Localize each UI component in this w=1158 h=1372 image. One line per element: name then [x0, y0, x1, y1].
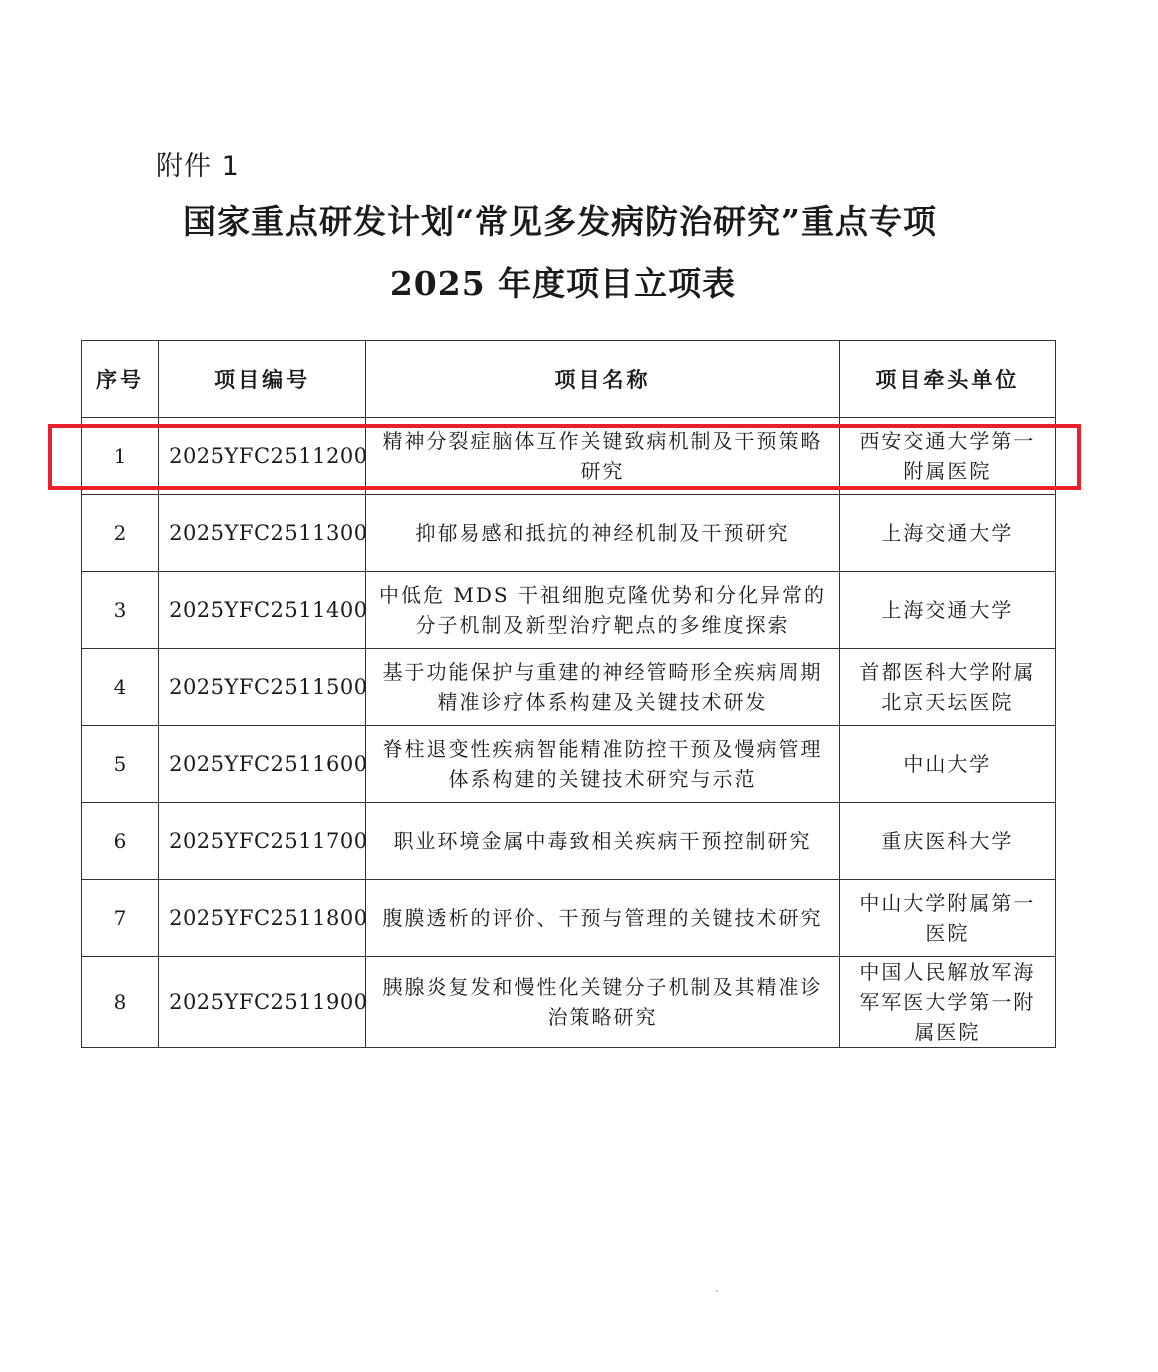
- row-lead-unit: 西安交通大学第一附属医院: [839, 418, 1055, 495]
- table-row: [82, 957, 1056, 1048]
- row-code: 2025YFC2511900: [159, 957, 366, 1048]
- table-header-row: [82, 341, 1056, 418]
- scan-speck: [716, 1290, 718, 1292]
- row-seq: 2: [82, 495, 159, 572]
- row-lead-unit: 中山大学: [839, 726, 1055, 803]
- row-lead-unit: 中国人民解放军海军军医大学第一附属医院: [839, 957, 1055, 1048]
- row-seq: 8: [82, 957, 159, 1048]
- row-project-name: 腹膜透析的评价、干预与管理的关键技术研究: [366, 880, 839, 957]
- table-row: [82, 495, 1056, 572]
- column-header-unit: 项目牵头单位: [839, 341, 1055, 418]
- column-header-seq: 序号: [82, 341, 159, 418]
- table-row: [82, 803, 1056, 880]
- row-lead-unit: 中山大学附属第一医院: [839, 880, 1055, 957]
- row-project-name: 脊柱退变性疾病智能精准防控干预及慢病管理体系构建的关键技术研究与示范: [366, 726, 839, 803]
- row-seq: 3: [82, 572, 159, 649]
- row-project-name: 胰腺炎复发和慢性化关键分子机制及其精准诊治策略研究: [366, 957, 839, 1048]
- row-project-name: 精神分裂症脑体互作关键致病机制及干预策略研究: [366, 418, 839, 495]
- document-title: [0, 196, 1120, 243]
- row-code: 2025YFC2511500: [159, 649, 366, 726]
- row-lead-unit: 首都医科大学附属北京天坛医院: [839, 649, 1055, 726]
- row-code: 2025YFC2511200: [159, 418, 366, 495]
- row-seq: 4: [82, 649, 159, 726]
- column-header-name: 项目名称: [366, 341, 839, 418]
- table-row: [82, 572, 1056, 649]
- row-seq: 7: [82, 880, 159, 957]
- row-code: 2025YFC2511700: [159, 803, 366, 880]
- document-subtitle: 2025 年度项目立项表: [389, 264, 737, 303]
- row-project-name: 基于功能保护与重建的神经管畸形全疾病周期精准诊疗体系构建及关键技术研发: [366, 649, 839, 726]
- row-code: 2025YFC2511800: [159, 880, 366, 957]
- row-code: 2025YFC2511600: [159, 726, 366, 803]
- project-table: [81, 340, 1056, 1048]
- table-row: [82, 649, 1056, 726]
- row-code: 2025YFC2511400: [159, 572, 366, 649]
- table-row: [82, 880, 1056, 957]
- row-lead-unit: 上海交通大学: [839, 572, 1055, 649]
- row-code: 2025YFC2511300: [159, 495, 366, 572]
- row-seq: 6: [82, 803, 159, 880]
- table-row: [82, 726, 1056, 803]
- attachment-label: 附件 1: [156, 151, 240, 182]
- row-seq: 5: [82, 726, 159, 803]
- row-lead-unit: 上海交通大学: [839, 495, 1055, 572]
- column-header-code: 项目编号: [159, 341, 366, 418]
- row-project-name: 抑郁易感和抵抗的神经机制及干预研究: [366, 495, 839, 572]
- row-lead-unit: 重庆医科大学: [839, 803, 1055, 880]
- table-row: [82, 418, 1056, 495]
- document-title-line1: 国家重点研发计划“常见多发病防治研究”重点专项: [183, 202, 937, 241]
- row-seq: 1: [82, 418, 159, 495]
- row-project-name: 职业环境金属中毒致相关疾病干预控制研究: [366, 803, 839, 880]
- row-project-name: 中低危 MDS 干祖细胞克隆优势和分化异常的分子机制及新型治疗靶点的多维度探索: [366, 572, 839, 649]
